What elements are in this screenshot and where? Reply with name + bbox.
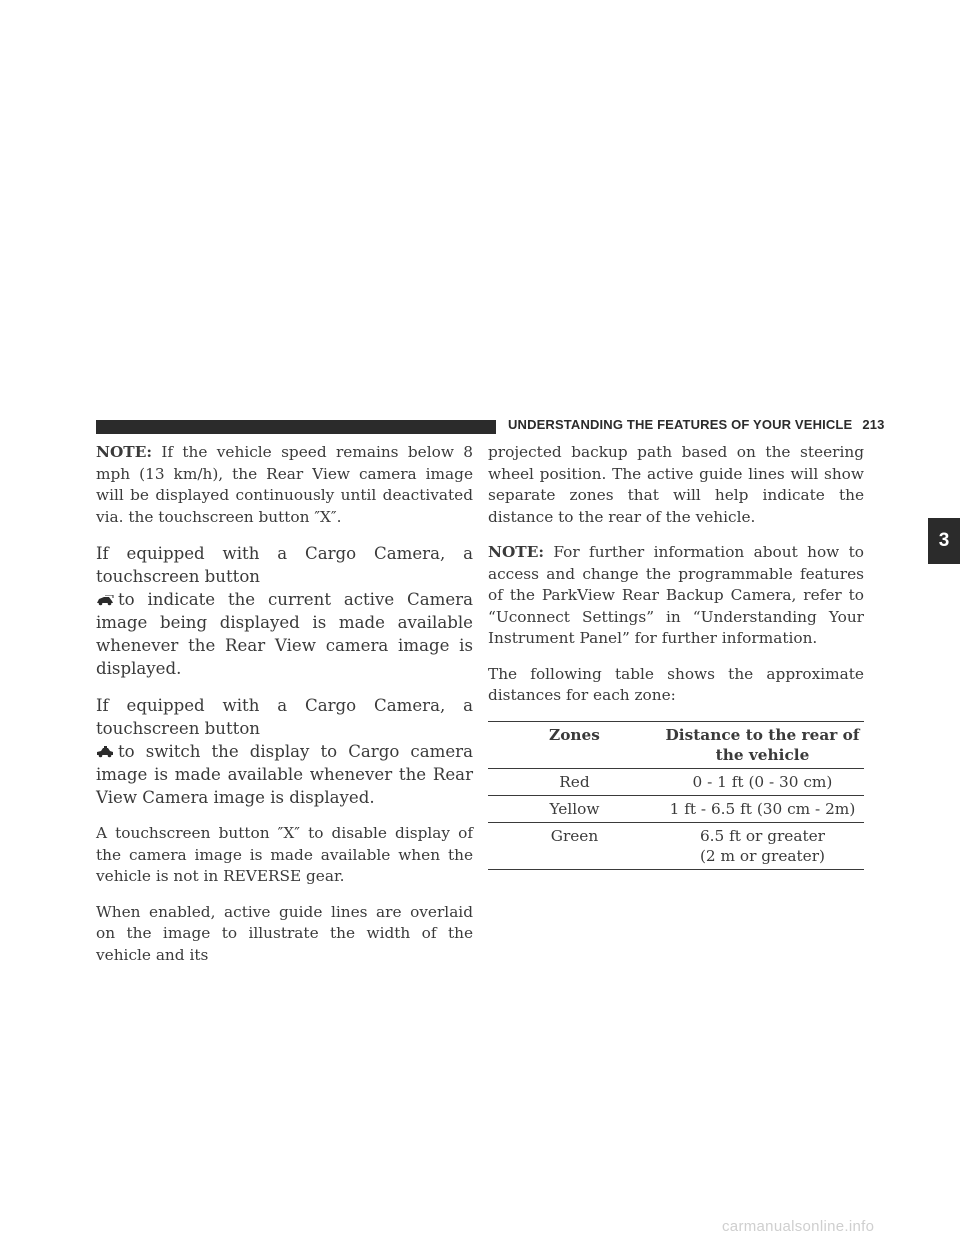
zone-cell: Green (550, 826, 599, 845)
paragraph-lead: If equipped with a Cargo Camera, a touchscreen button (96, 544, 473, 586)
column-header-zones: Zones (549, 725, 600, 744)
watermark: carmanualsonline.info (722, 1218, 875, 1235)
distance-cell (661, 822, 864, 869)
left-column (96, 442, 473, 980)
cargo-camera-icon (96, 746, 114, 758)
paragraph-lead: If equipped with a Cargo Camera, a touchscreen button (96, 696, 473, 738)
column-header-distance: Distance to the rear of the vehicle (665, 725, 860, 764)
paragraph-rest: to switch the display to Cargo camera image is made available whenever the Rear View Camera image is displayed. (96, 742, 473, 807)
zone-cell: Red (559, 772, 590, 791)
table-row (488, 795, 864, 822)
right-column (488, 442, 864, 870)
zone-distance-table (488, 721, 864, 870)
note-paragraph (488, 542, 864, 650)
zone-cell: Yellow (549, 799, 600, 818)
section-title: UNDERSTANDING THE FEATURES OF YOUR VEHICLE (508, 417, 853, 432)
cargo-button-paragraph (96, 694, 473, 809)
guide-lines-continued-paragraph: projected backup path based on the steering wheel position. The active guide lines will show separate zones that will help indicate the distance to the rear of the vehicle. (488, 443, 864, 526)
chapter-tab: 3 (928, 518, 960, 564)
table-header-row (488, 721, 864, 768)
note-text: For further information about how to access and change the programmable features of the ParkView Rear Backup Camera, refer to “Uconnect Settings” in “Understanding Your Instrument Panel” for further information. (488, 543, 864, 647)
note-label: NOTE: (488, 543, 544, 561)
table-row (488, 768, 864, 795)
running-header (508, 417, 884, 432)
table-row (488, 822, 864, 869)
disable-button-paragraph: A touchscreen button ″X″ to disable display of the camera image is made available when the vehicle is not in REVERSE gear. (96, 824, 473, 885)
distance-cell: 0 - 1 ft (0 - 30 cm) (692, 772, 833, 791)
note-text: If the vehicle speed remains below 8 mph (13 km/h), the Rear View camera image will be displayed continuously until deactivated via. the touchscreen button ″X″. (96, 443, 473, 526)
page-number: 213 (862, 417, 885, 432)
note-paragraph (96, 442, 473, 528)
distance-line: (2 m or greater) (699, 846, 826, 865)
rear-view-camera-icon (96, 595, 114, 606)
distance-cell: 1 ft - 6.5 ft (30 cm - 2m) (669, 799, 856, 818)
table-intro-paragraph: The following table shows the approximate distances for each zone: (488, 664, 864, 704)
paragraph-rest: to indicate the current active Camera image being displayed is made available whenever the Rear View camera image is displayed. (96, 590, 473, 678)
guide-lines-paragraph: When enabled, active guide lines are overlaid on the image to illustrate the width of the vehicle and its (96, 902, 473, 964)
distance-line: 6.5 ft or greater (699, 826, 825, 845)
note-label: NOTE: (96, 443, 152, 461)
rear-view-button-paragraph (96, 542, 473, 680)
header-rule (96, 420, 496, 434)
